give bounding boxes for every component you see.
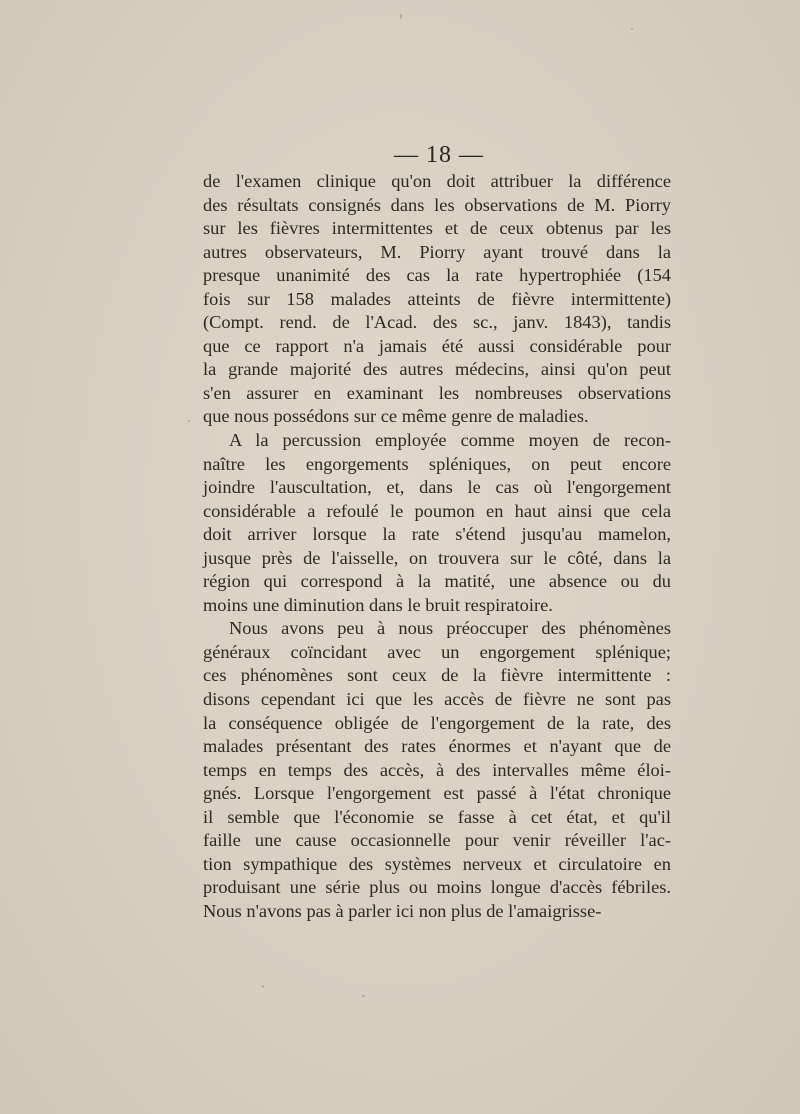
text-line: Nous avons peu à nous préoccuper des phénomènes: [229, 618, 671, 639]
paper-speck: [631, 28, 633, 30]
text-line: moins une diminution dans le bruit respiratoire.: [203, 594, 553, 615]
text-line: temps en temps des accès, à des intervalles même éloi-: [203, 759, 671, 780]
text-line: généraux coïncidant avec un engorgement splénique;: [203, 641, 671, 662]
text-line: jusque près de l'aisselle, on trouvera sur le côté, dans la: [203, 547, 671, 568]
paper-speck: [362, 995, 365, 997]
text-line: joindre l'auscultation, et, dans le cas où l'engorgement: [203, 477, 671, 498]
text-line: disons cependant ici que les accès de fièvre ne sont pas: [203, 689, 671, 710]
text-line: des résultats consignés dans les observations de M. Piorry: [203, 194, 671, 215]
text-line: la grande majorité des autres médecins, ainsi qu'on peut: [203, 359, 671, 380]
text-line: produisant une série plus ou moins longue d'accès fébriles.: [203, 877, 671, 898]
text-line: autres observateurs, M. Piorry ayant trouvé dans la: [203, 241, 671, 262]
paper-speck: [400, 14, 402, 19]
text-line: que nous possédons sur ce même genre de maladies.: [203, 406, 589, 427]
text-line: ces phénomènes sont ceux de la fièvre intermittente :: [203, 665, 671, 686]
text-line: il semble que l'économie se fasse à cet état, et qu'il: [203, 806, 671, 827]
text-line: fois sur 158 malades atteints de fièvre intermittente): [203, 288, 671, 309]
text-line: que ce rapport n'a jamais été aussi considérable pour: [203, 335, 671, 356]
page-number: — 18 —: [394, 142, 484, 168]
paper-speck: [262, 985, 264, 988]
text-line: tion sympathique des systèmes nerveux et circulatoire en: [203, 853, 671, 874]
text-line: malades présentant des rates énormes et n'ayant que de: [203, 736, 671, 757]
text-line: faille une cause occasionnelle pour venir réveiller l'ac-: [203, 830, 671, 851]
text-line: doit arriver lorsque la rate s'étend jusqu'au mamelon,: [203, 524, 671, 545]
text-line: de l'examen clinique qu'on doit attribuer la différence: [203, 171, 671, 191]
text-line: considérable a refoulé le poumon en haut ainsi que cela: [203, 500, 671, 521]
text-line: naître les engorgements spléniques, on peut encore: [203, 453, 671, 474]
text-line: A la percussion employée comme moyen de recon-: [229, 430, 671, 451]
text-line: gnés. Lorsque l'engorgement est passé à l'état chronique: [203, 783, 671, 804]
text-line: (Compt. rend. de l'Acad. des sc., janv. 1843), tandis: [203, 312, 671, 333]
text-line: la conséquence obligée de l'engorgement de la rate, des: [203, 712, 671, 733]
text-line: Nous n'avons pas à parler ici non plus de l'amaigrisse-: [203, 900, 602, 921]
text-line: s'en assurer en examinant les nombreuses observations: [203, 382, 671, 403]
text-line: sur les fièvres intermittentes et de ceux obtenus par les: [203, 218, 671, 239]
paper-speck: [188, 420, 190, 422]
text-line: presque unanimité des cas la rate hypertrophiée (154: [203, 265, 671, 286]
body-text: [203, 170, 671, 924]
text-line: région qui correspond à la matité, une absence ou du: [203, 571, 671, 592]
